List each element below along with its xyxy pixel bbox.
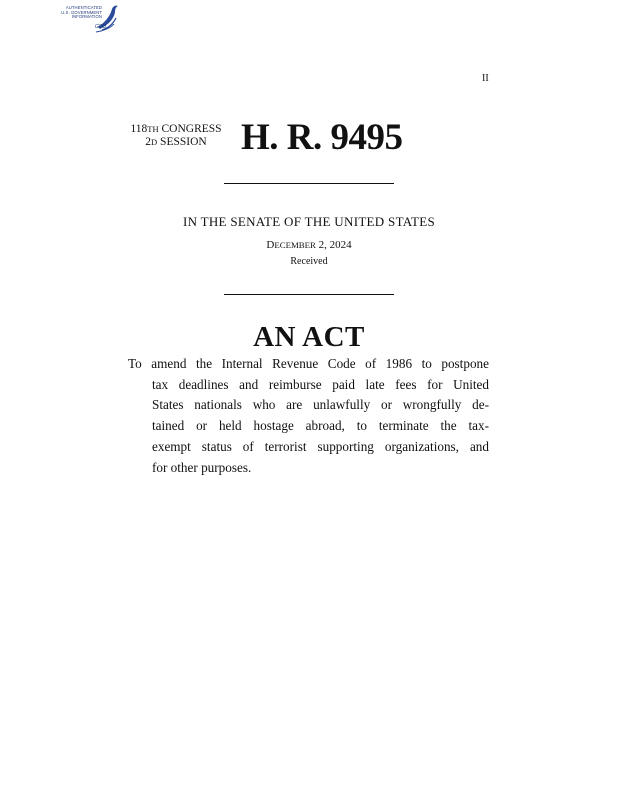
- date-month-initial: D: [266, 239, 275, 251]
- divider-rule-top: [224, 183, 394, 184]
- date-rest: 2, 2024: [315, 239, 352, 251]
- purpose-line: exempt status of terrorist supporting organizations, and: [152, 438, 489, 454]
- purpose-line: States nationals who are unlawfully or wrongfully de-: [152, 397, 489, 413]
- purpose-line: To amend the Internal Revenue Code of 1986 to postpone: [128, 356, 489, 371]
- gpo-authentication-seal: [50, 3, 120, 37]
- session-word: SESSION: [160, 136, 207, 148]
- session-line: [120, 136, 232, 149]
- bill-version-mark: II: [482, 73, 489, 84]
- session-number: 2: [145, 136, 152, 148]
- seal-line-3: INFORMATION: [71, 14, 102, 20]
- eagle-icon: [94, 3, 120, 35]
- congress-ordinal-suffix: TH: [147, 124, 159, 134]
- divider-rule-bottom: [224, 294, 394, 295]
- chamber-heading: IN THE SENATE OF THE UNITED STATES: [182, 214, 436, 229]
- congress-ordinal: 118: [130, 123, 148, 135]
- congress-session-block: [120, 123, 232, 149]
- purpose-paragraph: [128, 354, 489, 478]
- bill-number: H. R. 9495: [241, 117, 403, 158]
- session-suffix: D: [151, 137, 158, 147]
- congress-line: [120, 123, 232, 136]
- date-month-rest: ECEMBER: [274, 240, 316, 250]
- act-title: AN ACT: [253, 321, 365, 353]
- action-date: [0, 239, 618, 251]
- congress-word: CONGRESS: [161, 123, 222, 135]
- seal-line-1: AUTHENTICATED: [65, 5, 102, 10]
- purpose-line: for other purposes.: [152, 459, 252, 475]
- action-status: Received: [290, 256, 328, 267]
- purpose-line: tained or held hostage abroad, to terminate the tax-: [152, 418, 489, 434]
- seal-gpo-label: GPO: [95, 24, 107, 30]
- purpose-line: tax deadlines and reimburse paid late fees for United: [152, 376, 489, 392]
- seal-line-2: U.S. GOVERNMENT: [61, 9, 102, 15]
